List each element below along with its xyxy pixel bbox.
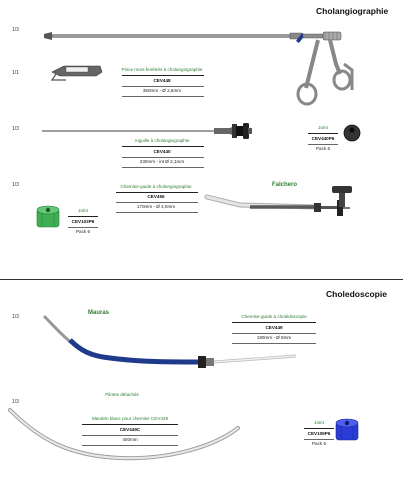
chemise-guide-cholangio-image [207, 197, 350, 216]
scale-label: 1/3 [12, 182, 19, 188]
label-rule [308, 144, 338, 145]
mauras-sheath-image [44, 316, 296, 368]
label-rule [82, 435, 178, 436]
mauras-label: Mauras [88, 310, 110, 316]
label-rule [122, 167, 204, 168]
aiguille-label-code: CEV440 [153, 149, 171, 154]
pince-label-name: Pince mors fenêtrés à cholangiographie [121, 67, 203, 72]
green-cap-image [37, 206, 59, 227]
chemise1-label-spec: 170mm - Ø 4,0mm [136, 204, 176, 209]
joint2-label-name: Joint [78, 208, 88, 213]
section-title-cholangiographie: Cholangiographie [316, 6, 389, 16]
label-rule [232, 333, 316, 334]
chemise1-label-code: CEV455 [147, 194, 165, 199]
label-rule [304, 428, 334, 429]
joint3-label-name: Joint [314, 420, 324, 425]
joint3-label-code: CEV109P6 [307, 431, 331, 436]
label-rule [116, 212, 198, 213]
joint1-label-code: CEV440P6 [311, 136, 335, 141]
chemise2-label-code: CEV449 [265, 325, 283, 330]
label-rule [122, 86, 204, 87]
pilotes-label: Pilotes détachés [105, 392, 139, 397]
chemise2-label-name: Chemise-guide à cholédoscopie [241, 314, 307, 319]
label-rule [68, 216, 98, 217]
mandrin-label-code: CEV449C [119, 427, 141, 432]
joint2-label-code: CEV103P6 [71, 219, 95, 224]
scale-label: 1/3 [12, 399, 19, 405]
joint1-label-name: Joint [318, 125, 328, 130]
pince-label-spec: 350mm - Ø 2,5mm [142, 88, 182, 93]
aiguille-label-name: Aiguille à cholangiographie [134, 138, 190, 143]
chemise2-label-spec: 190mm - Ø 8mm [256, 335, 292, 340]
section-title-choledoscopie: Choledoscopie [326, 289, 387, 299]
falchero-image [332, 186, 352, 207]
forceps-tip-image [52, 66, 102, 80]
aiguille-label-spec: 230mm - int Ø 2,1mm [139, 159, 185, 164]
joint2-label-pack: Pack 6 [75, 229, 91, 234]
joint-dark-image [344, 125, 360, 141]
label-rule [304, 439, 334, 440]
scale-label: 1/1 [12, 70, 19, 76]
mandrin-label-spec: 400mm [122, 437, 138, 442]
label-rule [68, 227, 98, 228]
label-rule [122, 96, 204, 97]
label-rule [122, 75, 204, 76]
label-rule [116, 192, 198, 193]
label-rule [122, 146, 204, 147]
label-rule [232, 343, 316, 344]
blue-cap-image [336, 419, 358, 440]
joint3-label-pack: Pack 6 [311, 441, 327, 446]
chemise1-label-name: Chemise-guide à cholangiographie [120, 184, 192, 189]
needle-image [42, 123, 252, 139]
scale-label: 1/3 [12, 314, 19, 320]
label-rule [308, 133, 338, 134]
scale-label: 1/3 [12, 126, 19, 132]
falchero-label: Falchero [272, 182, 298, 188]
pince-label-code: CEV448 [153, 78, 171, 83]
joint1-label-pack: Pack 6 [315, 146, 331, 151]
scale-label: 1/3 [12, 27, 19, 33]
mandrin-label-name: Mandrin blanc pour chemise CEV449 [91, 416, 169, 421]
label-rule [122, 157, 204, 158]
label-rule [116, 202, 198, 203]
label-rule [232, 322, 316, 323]
label-rule [82, 445, 178, 446]
label-rule [82, 424, 178, 425]
